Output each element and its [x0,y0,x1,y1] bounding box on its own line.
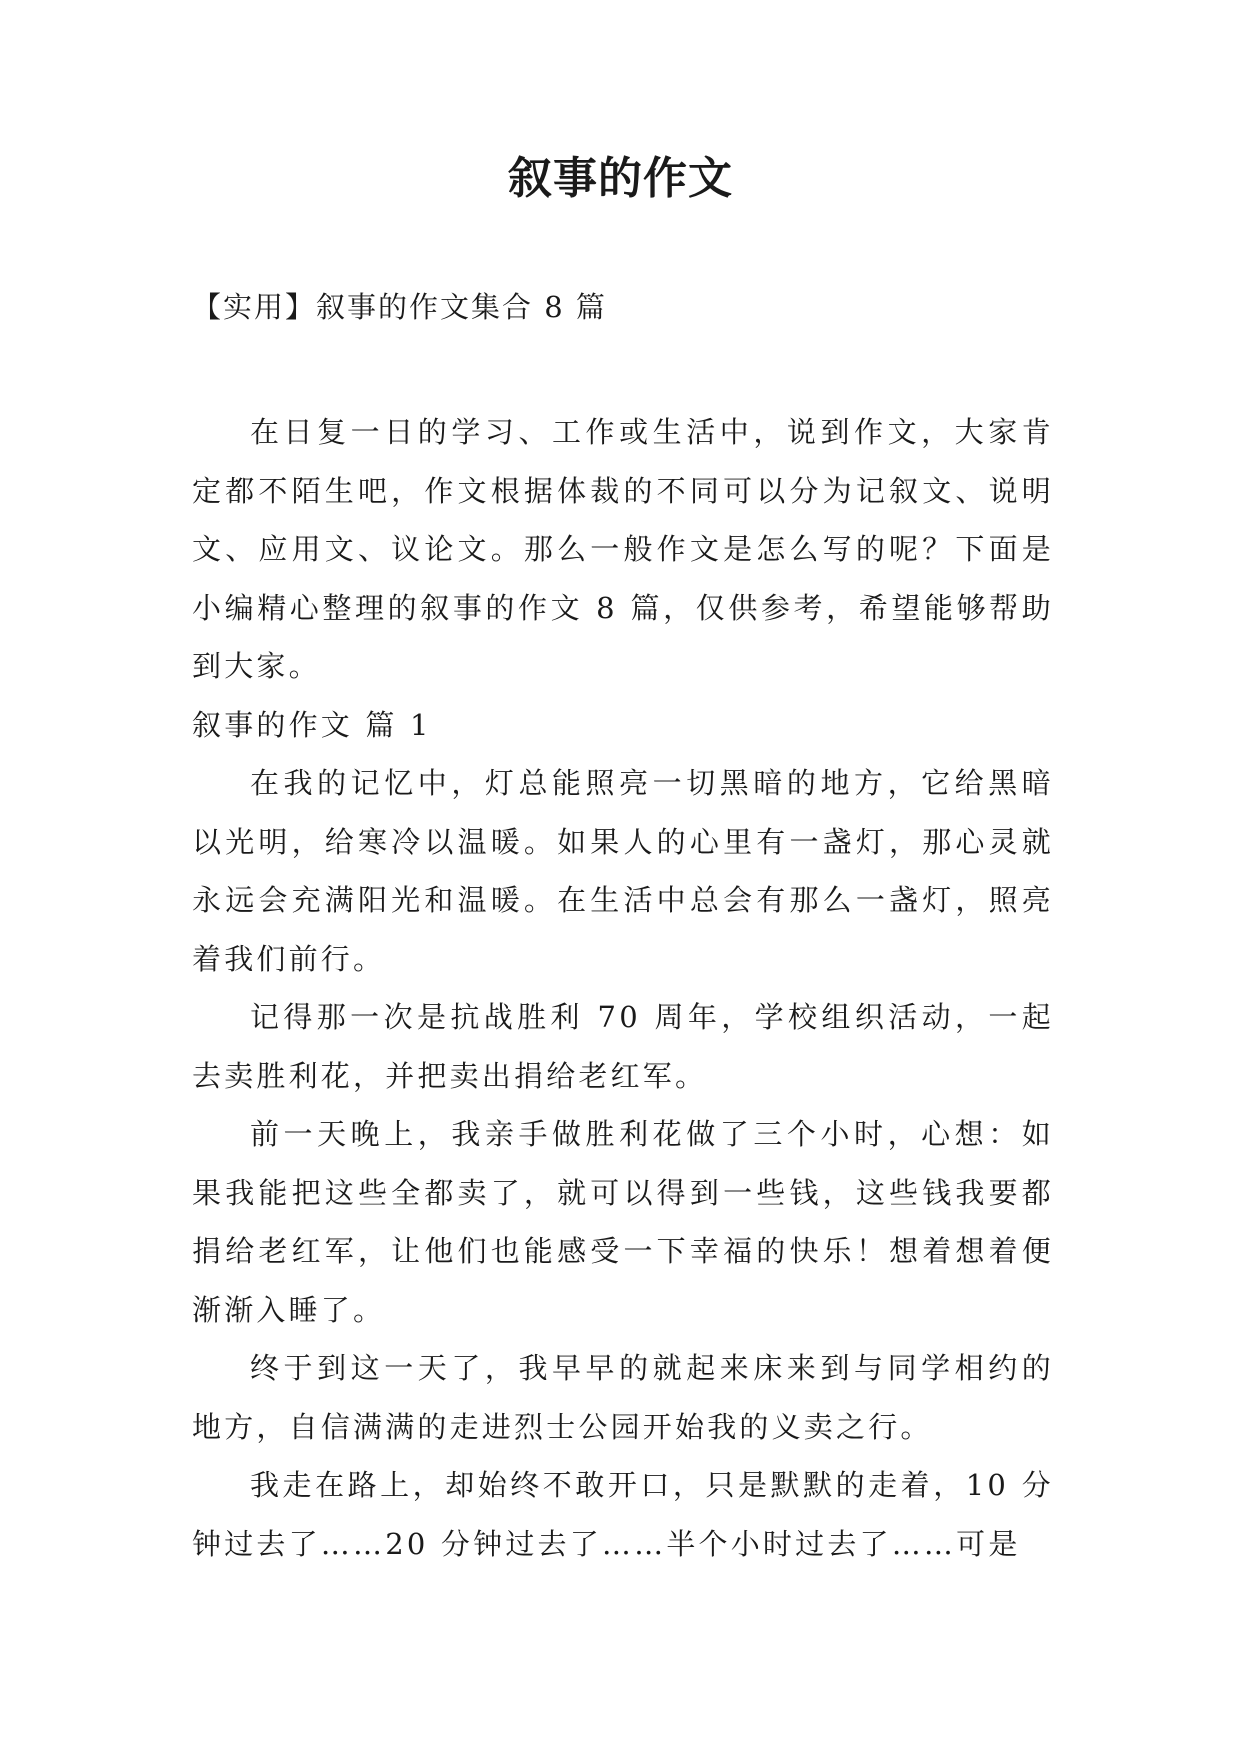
document-body [192,403,1054,1573]
paragraph: 我走在路上，却始终不敢开口，只是默默的走着，10 分钟过去了……20 分钟过去了……半个小时过去了……可是 [192,1468,1054,1561]
paragraph: 在我的记忆中，灯总能照亮一切黑暗的地方，它给黑暗以光明，给寒冷以温暖。如果人的心里有一盏灯，那心灵就永远会充满阳光和温暖。在生活中总会有那么一盏灯，照亮着我们前行。 [192,766,1054,976]
paragraph: 前一天晚上，我亲手做胜利花做了三个小时，心想：如果我能把这些全都卖了，就可以得到一些钱，这些钱我要都捐给老红军，让他们也能感受一下幸福的快乐！想着想着便渐渐入睡了。 [192,1117,1054,1327]
paragraph: 终于到这一天了，我早早的就起来床来到与同学相约的地方，自信满满的走进烈士公园开始我的义卖之行。 [192,1351,1054,1444]
document-title: 叙事的作文 [508,153,733,204]
paragraph: 记得那一次是抗战胜利 70 周年，学校组织活动，一起去卖胜利花，并把卖出捐给老红军。 [192,1000,1054,1093]
paragraph-intro: 在日复一日的学习、工作或生活中，说到作文，大家肯定都不陌生吧，作文根据体裁的不同可以分为记叙文、说明文、应用文、议论文。那么一般作文是怎么写的呢？下面是小编精心整理的叙事的作文 8 篇，仅供参考，希望能够帮助到大家。 [192,415,1054,683]
section-heading: 叙事的作文 篇 1 [192,707,432,742]
document-subtitle: 【实用】叙事的作文集合 8 篇 [192,290,607,324]
